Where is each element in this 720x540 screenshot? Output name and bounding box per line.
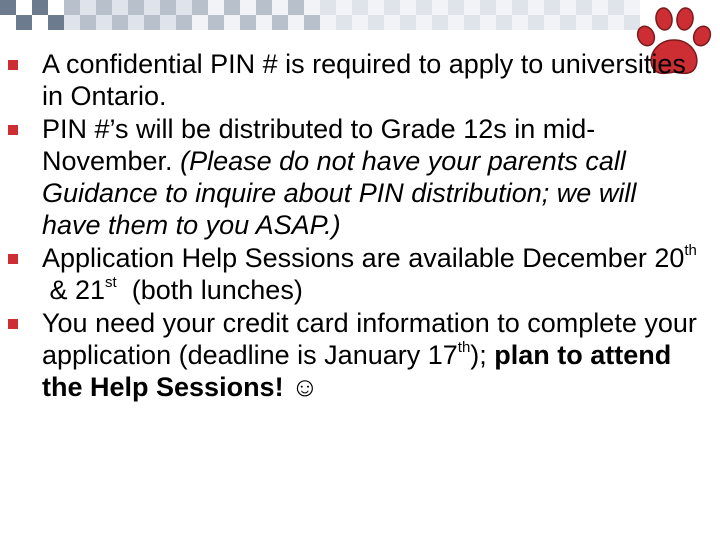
header-strip-cell — [368, 0, 384, 15]
header-strip-cell — [96, 0, 112, 15]
header-strip-cell — [416, 0, 432, 15]
bullet-list — [0, 48, 700, 404]
paw-toe-2 — [655, 7, 674, 31]
header-strip-cell — [496, 15, 512, 30]
header-strip-cell — [256, 15, 272, 30]
header-strip-cell — [176, 0, 192, 15]
header-strip-cell — [304, 15, 320, 30]
header-strip-cell — [272, 15, 288, 30]
bullet-note-italic: (Please do not have your parents call Guidance to inquire about PIN distribution; we will have them to you ASAP.) — [42, 146, 637, 240]
bullet-text: PIN #’s will be distributed to Grade 12s in mid-November. — [42, 114, 596, 176]
header-strip-cell — [560, 0, 576, 15]
bullet-square-icon — [8, 254, 18, 264]
header-strip-cell — [288, 0, 304, 15]
header-strip-cell — [0, 0, 16, 15]
paw-toe-4 — [691, 24, 714, 49]
header-strip-cell — [432, 0, 448, 15]
header-strip-cell — [64, 15, 80, 30]
header-strip-cell — [592, 0, 608, 15]
header-strip-cell — [240, 15, 256, 30]
header-strip-cell — [128, 15, 144, 30]
bullet-emphasis-bold: plan to attend the Help Sessions! — [42, 340, 672, 402]
header-strip-cell — [576, 0, 592, 15]
header-strip-cell — [384, 0, 400, 15]
ordinal-suffix: th — [684, 242, 697, 259]
header-strip-cell — [32, 15, 48, 30]
header-strip-cell — [320, 15, 336, 30]
header-strip-cell — [400, 0, 416, 15]
header-strip-cell — [224, 0, 240, 15]
header-strip-cell — [192, 0, 208, 15]
header-strip-cell — [272, 0, 288, 15]
header-strip-cell — [432, 15, 448, 30]
header-strip-cell — [560, 15, 576, 30]
header-strip-cell — [368, 15, 384, 30]
header-strip-cell — [528, 15, 544, 30]
bullet-square-icon — [8, 319, 18, 329]
header-strip-cell — [352, 15, 368, 30]
bullet-pin-distribution — [0, 113, 700, 241]
header-strip-cell — [480, 0, 496, 15]
header-strip-cell — [544, 0, 560, 15]
bullet-square-icon — [8, 60, 18, 70]
header-strip-cell — [32, 0, 48, 15]
header-decoration-strip — [0, 0, 640, 30]
bullet-help-sessions — [0, 242, 700, 306]
header-strip-cell — [336, 15, 352, 30]
header-strip-cell — [128, 0, 144, 15]
header-strip-cell — [576, 15, 592, 30]
header-strip-cell — [160, 15, 176, 30]
header-strip-cell — [336, 0, 352, 15]
header-strip-cell — [384, 15, 400, 30]
header-strip-cell — [608, 15, 624, 30]
header-strip-cell — [320, 0, 336, 15]
header-strip-cell — [544, 15, 560, 30]
header-strip-cell — [528, 0, 544, 15]
header-strip-cell — [208, 15, 224, 30]
header-strip-cell — [304, 0, 320, 15]
header-strip-cell — [192, 15, 208, 30]
header-strip-cell — [160, 0, 176, 15]
paw-toe-3 — [676, 7, 695, 31]
ordinal-suffix: st — [105, 274, 117, 291]
header-strip-cell — [464, 15, 480, 30]
bullet-text: & 21 — [42, 275, 106, 305]
header-strip-cell — [288, 15, 304, 30]
header-strip-cell — [256, 0, 272, 15]
header-strip-cell — [16, 15, 32, 30]
header-strip-cell — [352, 0, 368, 15]
bullet-credit-card — [0, 307, 700, 403]
paw-toe-1 — [635, 24, 658, 49]
ordinal-suffix: th — [457, 339, 471, 356]
header-strip-cell — [144, 15, 160, 30]
bullet-square-icon — [8, 125, 18, 135]
header-strip-cell — [400, 15, 416, 30]
header-strip-cell — [16, 0, 32, 15]
header-strip-cell — [416, 15, 432, 30]
header-strip-cell — [64, 0, 80, 15]
header-strip-cell — [608, 0, 624, 15]
header-strip-cell — [80, 15, 96, 30]
bullet-text: You need your credit card information to complete your application (deadline is January 17 — [42, 308, 697, 370]
bullet-pin-required — [0, 48, 700, 112]
header-strip-cell — [496, 0, 512, 15]
header-strip-cell — [176, 15, 192, 30]
header-strip-cell — [112, 15, 128, 30]
header-strip-cell — [112, 0, 128, 15]
header-strip-cell — [48, 15, 64, 30]
header-strip-cell — [144, 0, 160, 15]
header-strip-cell — [240, 0, 256, 15]
header-strip-cell — [512, 15, 528, 30]
header-strip-cell — [512, 0, 528, 15]
smiley-icon: ☺ — [291, 372, 319, 402]
header-strip-cell — [48, 0, 64, 15]
header-strip-cell — [208, 0, 224, 15]
bullet-text: (both lunches) — [116, 275, 303, 305]
bullet-text: Application Help Sessions are available December 20 — [42, 243, 685, 273]
bullet-text: A confidential PIN # is required to apply to universities in Ontario. — [42, 49, 686, 111]
header-strip-cell — [592, 15, 608, 30]
header-strip-cell — [96, 15, 112, 30]
header-strip-cell — [448, 0, 464, 15]
header-strip-cell — [464, 0, 480, 15]
header-strip-cell — [448, 15, 464, 30]
header-strip-cell — [0, 15, 16, 30]
header-strip-cell — [480, 15, 496, 30]
header-strip-cell — [224, 15, 240, 30]
bullet-text: ); — [470, 340, 495, 370]
header-strip-cell — [80, 0, 96, 15]
